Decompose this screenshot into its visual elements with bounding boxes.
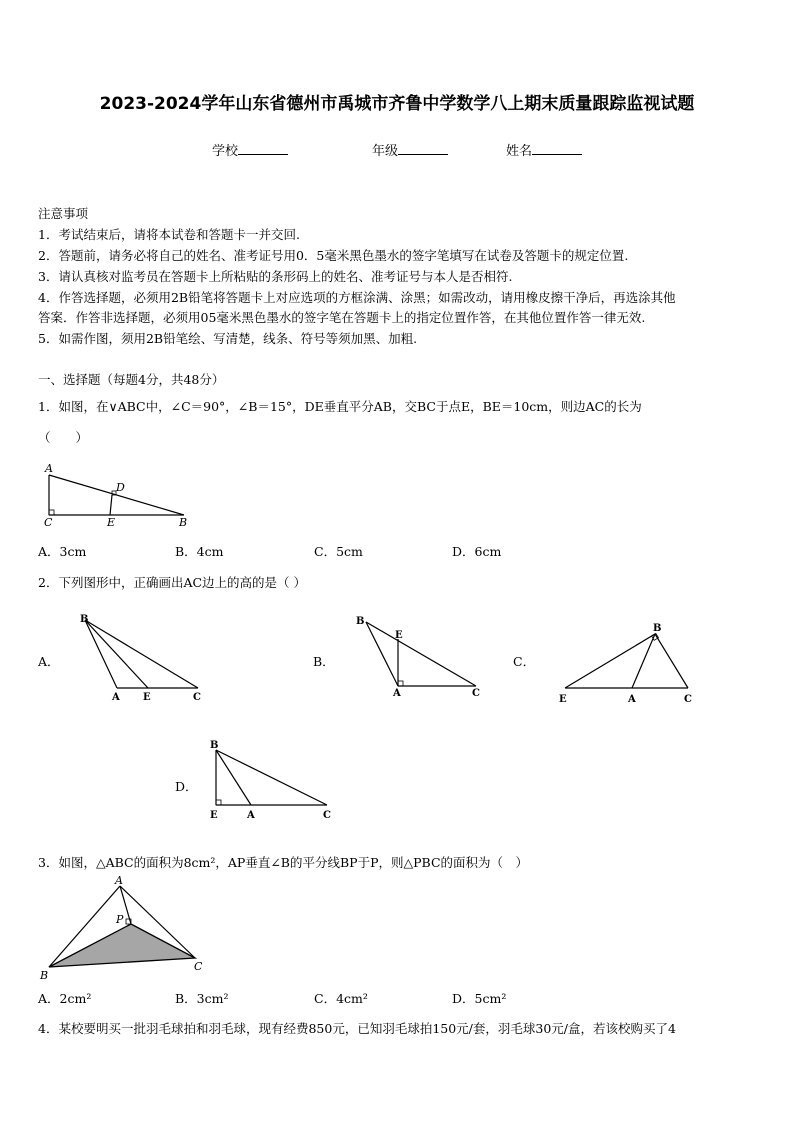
svg-text:A: A bbox=[112, 692, 120, 703]
svg-text:A: A bbox=[393, 688, 401, 699]
q2-option-c-label[interactable]: C． bbox=[513, 654, 536, 669]
label-E: E bbox=[107, 516, 116, 529]
grade-field: 年级 bbox=[372, 140, 448, 159]
q1-option-c[interactable]: C．5cm bbox=[314, 544, 363, 559]
label-A: A bbox=[45, 462, 53, 475]
q2-figure-b bbox=[352, 612, 492, 702]
notes-heading: 注意事项 bbox=[38, 206, 89, 221]
note-item: 2．答题前，请务必将自己的姓名、准考证号用0．5毫米黑色墨水的签字笔填写在试卷及答题卡的规定位置. bbox=[38, 248, 629, 263]
svg-text:A: A bbox=[115, 874, 123, 887]
q2-option-b-label[interactable]: B． bbox=[313, 654, 335, 669]
svg-text:B: B bbox=[653, 623, 662, 634]
q2-stem: 2．下列图形中，正确画出AC边上的高的是（ ） bbox=[38, 575, 307, 590]
svg-text:B: B bbox=[80, 614, 89, 625]
q2-figure-c bbox=[552, 618, 702, 706]
q1-option-a[interactable]: A．3cm bbox=[38, 544, 87, 559]
page-title: 2023-2024学年山东省德州市禹城市齐鲁中学数学八上期末质量跟踪监视试题 bbox=[99, 94, 695, 114]
svg-text:C: C bbox=[472, 688, 480, 699]
svg-text:C: C bbox=[194, 960, 203, 973]
label-D: D bbox=[116, 481, 125, 494]
svg-text:C: C bbox=[193, 692, 201, 703]
svg-text:C: C bbox=[684, 694, 692, 705]
q2-option-a-label[interactable]: A． bbox=[38, 654, 60, 669]
q3-stem: 3．如图，△ABC的面积为8cm²，AP垂直∠B的平分线BP于P，则△PBC的面积为（ ） bbox=[38, 855, 529, 870]
svg-text:E: E bbox=[559, 694, 567, 705]
svg-text:P: P bbox=[116, 913, 124, 926]
label-B: B bbox=[179, 516, 188, 529]
svg-text:B: B bbox=[40, 969, 49, 982]
svg-text:E: E bbox=[143, 692, 151, 703]
svg-text:A: A bbox=[247, 810, 255, 821]
q1-option-d[interactable]: D．6cm bbox=[452, 544, 502, 559]
q3-option-a[interactable]: A．2cm² bbox=[38, 991, 92, 1006]
q2-figure-a bbox=[76, 612, 206, 706]
svg-text:C: C bbox=[323, 810, 331, 821]
svg-text:A: A bbox=[628, 694, 636, 705]
svg-text:B: B bbox=[356, 616, 365, 627]
q3-option-c[interactable]: C．4cm² bbox=[314, 991, 368, 1006]
note-item: 答案．作答非选择题，必须用05毫米黑色墨水的签字笔在答题卡上的指定位置作答，在其他位置作答一律无效. bbox=[38, 310, 646, 325]
label-C: C bbox=[44, 516, 53, 529]
q4-stem: 4．某校要明买一批羽毛球拍和羽毛球，现有经费850元，已知羽毛球拍150元/套，羽毛球30元/盒，若该校购买了4 bbox=[38, 1021, 676, 1036]
q2-figure-d bbox=[204, 736, 344, 822]
svg-text:E: E bbox=[395, 630, 403, 641]
q1-stem: 1．如图，在∨ABC中，∠C＝90°，∠B＝15°，DE垂直平分AB，交BC于点E，BE＝10cm，则边AC的长为 bbox=[38, 399, 642, 414]
q1-paren: （ ） bbox=[38, 430, 89, 445]
q1-figure bbox=[40, 460, 200, 532]
section-heading: 一、选择题（每题4分，共48分） bbox=[38, 372, 225, 387]
note-item: 3．请认真核对监考员在答题卡上所粘贴的条形码上的姓名、准考证号与本人是否相符. bbox=[38, 269, 513, 284]
q2-option-d-label[interactable]: D． bbox=[175, 779, 198, 794]
note-item: 1．考试结束后，请将本试卷和答题卡一并交回. bbox=[38, 227, 300, 242]
q3-option-b[interactable]: B．3cm² bbox=[175, 991, 229, 1006]
note-item: 5．如需作图，须用2B铅笔绘、写清楚，线条、符号等须加黑、加粗. bbox=[38, 331, 418, 346]
svg-text:B: B bbox=[210, 740, 219, 751]
svg-text:E: E bbox=[210, 810, 218, 821]
q1-option-b[interactable]: B．4cm bbox=[175, 544, 224, 559]
q3-figure bbox=[36, 872, 216, 982]
note-item: 4．作答选择题，必须用2B铅笔将答题卡上对应选项的方框涂满、涂黑；如需改动，请用橡皮擦干净后，再选涂其他 bbox=[38, 290, 676, 305]
q3-option-d[interactable]: D．5cm² bbox=[452, 991, 507, 1006]
school-field: 学校 bbox=[212, 140, 288, 159]
name-field: 姓名 bbox=[506, 140, 582, 159]
